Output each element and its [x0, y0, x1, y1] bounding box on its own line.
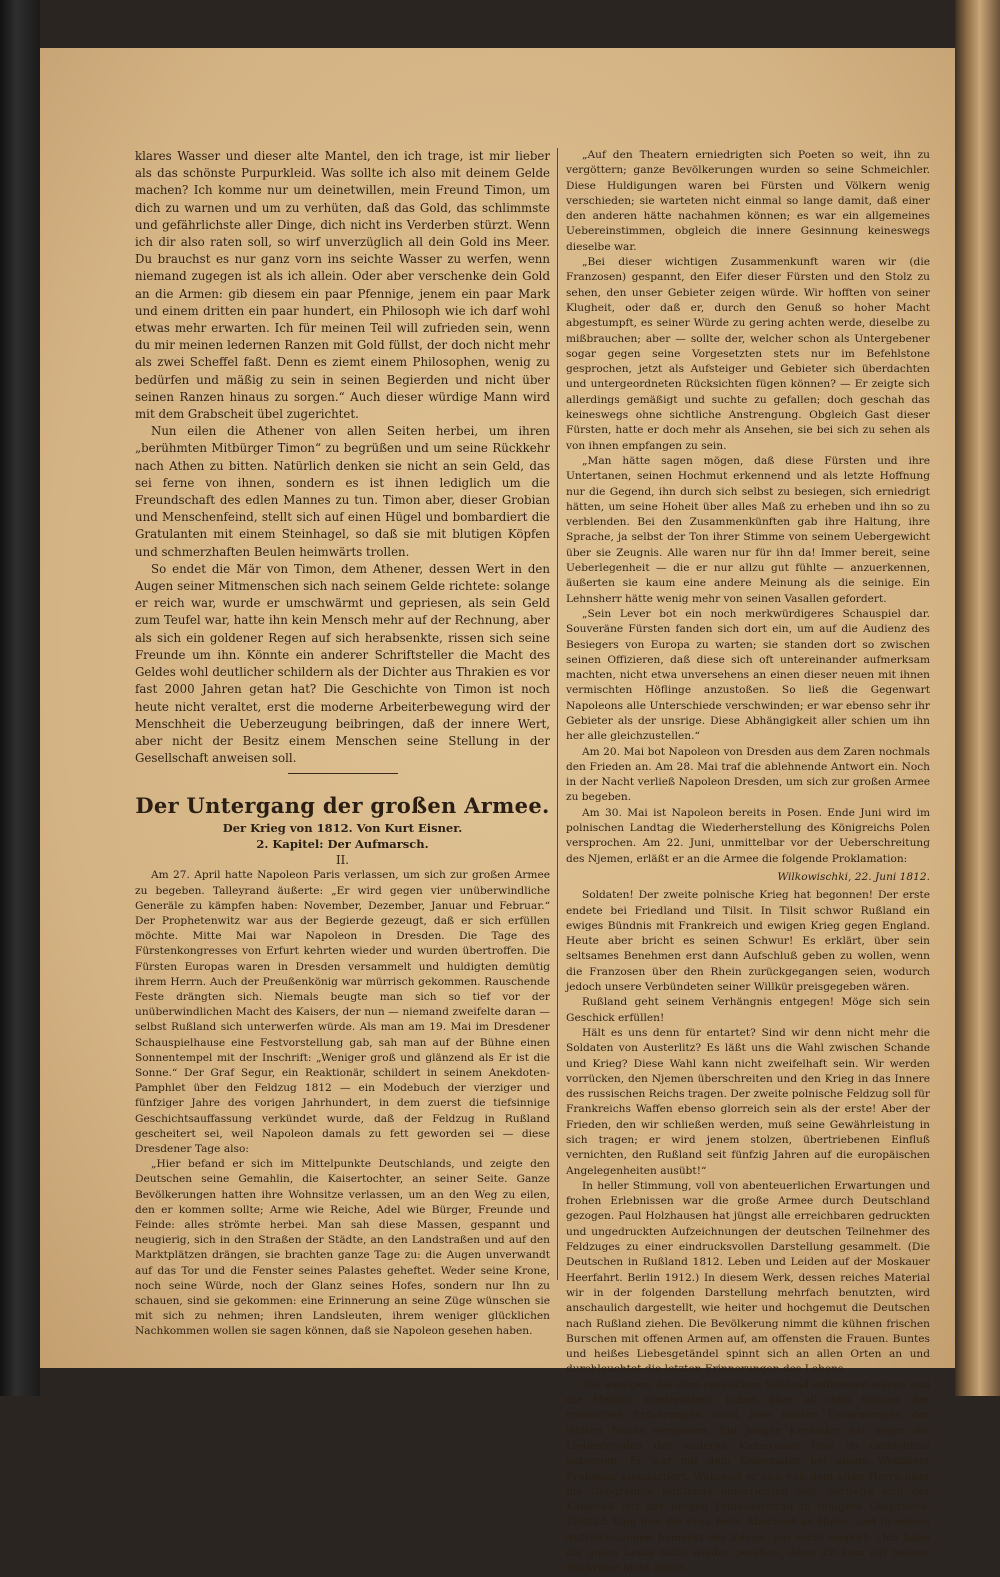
proclamation-paragraph: Soldaten! Der zweite polnische Krieg hat begonnen! Der erste endete bei Friedland und Tilsit. In Tilsit schwor Rußland ein ewiges Bündnis mit Frankreich und ewigen Krieg gegen England. Heute aber bricht es seinen Schwur! Es erklärt, über sein seltsames Benehmen erst dann Aufschluß geben zu wollen, wenn die Franzosen über den Rhein zurückgegangen seien, wodurch jedoch unsere Verbündeten seiner Willkür preisgegeben wären. [566, 889, 930, 994]
next-page-edge [955, 0, 1000, 1396]
left-paragraph: Nun eilen die Athener von allen Seiten herbei, um ihren „berühmten Mitbürger Timon“ zu begrüßen und um seine Rückkehr nach Athen zu bitten. Natürlich denken sie nicht an sein Geld, das sei ferne von ihnen, sondern es ist ihnen lediglich um die Freundschaft des edlen Mannes zu tun. Timon aber, dieser Grobian und Menschenfeind, stellt sich auf einen Hügel und bombardiert die Gratulanten mit einem Steinhagel, so daß sie mit blutigen Köpfen und schmerzhaften Beulen heimwärts trollen. [135, 424, 550, 559]
right-paragraph: In heller Stimmung, voll von abenteuerlichen Erwartungen und frohen Erlebnissen war die große Armee durch Deutschland gezogen. Paul Holzhausen hat jüngst alle erreichbaren gedruckten und ungedruckten Aufzeichnungen der deutschen Teilnehmer des Feldzuges zu einer eindrucksvollen Darstellung gesammelt. (Die Deutschen in Rußland 1812. Leben und Leiden auf der Moskauer Heerfahrt. Berlin 1912.) In diesem Werk, dessen reiches Material wir in der folgenden Darstellung mehrfach benutzten, wird anschaulich dargestellt, wie heiter und hochgemut die Deutschen nach Rußland ziehen. Die Bevölkerung nimmt die kühnen frischen Burschen mit offenen Armen auf, am offensten die Frauen. Buntes und heißes Liebesgetändel spinnt sich an allen Orten an und durchleuchtet die letzten Erinnerungen des Lebens. [566, 1179, 930, 1376]
left-paragraph: So endet die Mär von Timon, dem Athener, dessen Wert in den Augen seiner Mitmenschen sich nach seinem Gelde richtete: solange er reich war, wurde er umschwärmt und gepriesen, als sein Geld zum Teufel war, hatte ihn kein Mensch mehr auf der Rechnung, aber als sich ein goldener Regen auf sich herabsenkte, rissen sich seine Freunde um ihn. Könnte ein anderer Schriftsteller die Macht des Geldes wohl deutlicher schildern als der Dichter aus Thrakien es vor fast 2000 Jahren getan hat? Die Geschichte von Timon ist noch heute nicht veraltet, erst die moderne Arbeiterbewegung wird der Menschheit die Ueberzeugung beibringen, daß der innere Wert, aber nicht der Besitz einem Menschen seine Stellung in der Gesellschaft anweisen soll. [135, 561, 550, 766]
right-paragraph: Die wenigen, die dem russischen Schlund entronnen waren und die Heimat wiedersahen, haben über all dem Grauen der russischen Erfahrungen nicht jene holden Umarmungen der letzten Nacht vergessen. Ein junger Krefelder hat sogar die Liebesfreuden der anderen Kameraden treu im Gedächtnis geborgen. Er war mit dem Kameraden bei einem Weimarer Professor einquartiert. Während er sich von dem alten Herrn über die Geographie Rußlands unterrichten ließ, vertiefte sich der Kamerad mit der jungen Professorsfrau in innigere Gespräche. Zärtlich hing ihm die Frau beim Abschied an Halse, und in seinen Aufzeichnungen bemerkt der Zeuge, gar nicht empört: „Ich habe die guten Leute nicht wieder gesehen, denn ich kam auf meiner Rückreise nicht durch [566, 1378, 930, 1575]
right-paragraph: Am 20. Mai bot Napoleon von Dresden aus dem Zaren nochmals den Frieden an. Am 28. Mai traf die ablehnende Antwort ein. Noch in der Nacht verließ Napoleon Dresden, um sich zur großen Armee zu begeben. [566, 745, 930, 804]
right-paragraph: „Man hätte sagen mögen, daß diese Fürsten und ihre Untertanen, seinen Hochmut erkennend und als letzte Hoffnung nur die Gegend, ihn durch sich selbst zu besiegen, sich erniedrigt hätten, um seine Hoheit über alles Maß zu erheben und ihn so zu verblenden. Bei den Zusammenkünften gab ihre Haltung, ihre Sprache, ja selbst der Ton ihrer Stimme von seinem Uebergewicht über sie Zeugnis. Alle waren nur für ihn da! Immer bereit, seine Ueberlegenheit — die er nur allzu gut fühlte — anzuerkennen, äußerten sie kaum eine andere Meinung als die seinige. Ein Lehnsherr hätte wenig mehr von seinen Vasallen gefordert. [566, 454, 930, 605]
right-paragraph: „Sein Lever bot ein noch merkwürdigeres Schauspiel dar. Souveräne Fürsten fanden sich dort ein, um auf die Audienz des Besiegers von Europa zu warten; sie standen dort so zwischen seinen Offizieren, daß diese sich oft untereinander aufmerksam machten, nicht etwa unversehens an einen dieser neuen mit ihnen vermischten Höflinge anzustoßen. So ließ die Gegenwart Napoleons alle Unterschiede verschwinden; er war ebenso sehr ihr Gebieter als der unsrige. Diese Abhängigkeit aller schien um ihn her alle gleichzustellen.“ [566, 607, 930, 743]
article-byline: Der Krieg von 1812. Von Kurt Eisner. [222, 821, 463, 836]
right-paragraph: „Bei dieser wichtigen Zusammenkunft waren wir (die Franzosen) gespannt, den Eifer dieser Fürsten und den Stolz zu sehen, den unser Gebieter zeigen würde. Wir hofften von seiner Klugheit, oder daß er, durch den Genuß so hoher Macht abgestumpft, es seiner Würde zu gering achten werde, dieselbe zu mißbrauchen; aber — sollte der, welcher schon als Untergebener sogar gegen seine Vorgesetzten stets nur im Befehlstone gesprochen, jetzt als Aufsteiger und Gebieter sich überdachten und untergeordneten Rücksichten fügen können? — Er zeigte sich allerdings gemäßigt und suchte zu gefallen; doch geschah das keineswegs ohne sichtliche Anstrengung. Obgleich Gast dieser Fürsten, hatte er doch mehr als Ansehen, sie bei sich zu sehen als von ihnen empfangen zu sein. [566, 256, 930, 452]
article-section-number: II. [335, 853, 350, 868]
column-divider [557, 148, 558, 1280]
proclamation-paragraph: Hält es uns denn für entartet? Sind wir denn nicht mehr die Soldaten von Austerlitz? Es läßt uns die Wahl zwischen Schande und Krieg? Diese Wahl kann nicht zweifelhaft sein. Wir werden vorrücken, den Njemen überschreiten und den Krieg in das Innere des russischen Reichs tragen. Der zweite polnische Feldzug soll für Frankreichs Waffen ebenso glorreich sein als der erste! Aber der Frieden, den wir schließen werden, muß seine Gewährleistung in sich tragen; er wird jenem stolzen, übertriebenen Einfluß vernichten, den Rußland seit fünfzig Jahren auf die europäischen Angelegenheiten ausübt!“ [566, 1026, 930, 1177]
proclamation-paragraph: Rußland geht seinem Verhängnis entgegen! Möge sich sein Geschick erfüllen! [566, 996, 930, 1024]
proclamation-dateline: Wilkowischki, 22. Juni 1812. [777, 870, 930, 883]
right-column [566, 148, 930, 1577]
right-paragraph: „Auf den Theatern erniedrigten sich Poeten so weit, ihn zu vergöttern; ganze Bevölkerungen wurden so seine Schmeichler. Diese Huldigungen waren bei Fürsten und Völkern wenig verschieden; sie warteten nicht einmal so lange damit, daß einer den anderen hätte nachahmen können; es war ein allgemeines Uebereinstimmen, obgleich die innere Gesinnung keineswegs dieselbe war. [566, 149, 930, 253]
article-title: Der Untergang der großen Armee. [135, 793, 550, 819]
book-binding [0, 0, 40, 1396]
left-column [135, 148, 550, 1340]
article-paragraph: „Hier befand er sich im Mittelpunkte Deutschlands, und zeigte den Deutschen seine Gemahlin, die Kaisertochter, an seiner Seite. Ganze Bevölkerungen hatten ihre Wohnsitze verlassen, um an den Weg zu eilen, den er kommen sollte; Arme wie Reiche, Adel wie Bürger, Freunde und Feinde: alles strömte herbei. Man sah diese Massen, gespannt und neugierig, sich in den Straßen der Städte, an den Landstraßen und auf den Marktplätzen drängen, sie brachten ganze Tage zu: die Augen unverwandt auf das Tor und die Fenster seines Palastes geheftet. Weder seine Krone, noch seine Würde, noch der Glanz seines Hofes, sondern nur Ihn zu schauen, sind sie gekommen: eine Erinnerung an seine Züge wünschen sie mit sich zu nehmen; ihren Landsleuten, ihrem weniger glücklichen Nachkommen wollen sie sagen können, daß sie Napoleon gesehen haben. [135, 1158, 550, 1338]
right-paragraph: Am 30. Mai ist Napoleon bereits in Posen. Ende Juni wird im polnischen Landtag die Wiederherstellung des Königreichs Polen versprochen. Am 22. Juni, unmittelbar vor der Ueberschreitung des Njemen, erläßt er an die Armee die folgende Proklamation: [566, 806, 930, 865]
left-paragraph: klares Wasser und dieser alte Mantel, den ich trage, ist mir lieber als das schönste Purpurkleid. Was sollte ich also mit deinem Gelde machen? Ich komme nur um deinetwillen, mein Freund Timon, um dich zu warnen und um zu verhüten, daß das Gold, das schlimmste und gefährlichste aller Dinge, dich nicht ins Verderben stürzt. Wenn ich dir also raten soll, so wirf unverzüglich all dein Gold ins Meer. Du brauchst es nur ganz vorn ins seichte Wasser zu werfen, wenn niemand zugegen ist als ich allein. Oder aber verschenke dein Gold an die Armen: gib diesem ein paar Pfennige, jenem ein paar Mark und einem dritten ein paar hundert, ein Philosoph wie ich darf wohl etwas mehr erwarten. Ich für meinen Teil will zufrieden sein, wenn du mir meinen ledernen Ranzen mit Gold füllst, der doch nicht mehr als zwei Scheffel faßt. Denn es ziemt einem Philosophen, wenig zu bedürfen und mäßig zu sein in seinen Begierden und nicht über seinen Ranzen hinaus zu sorgen.“ Auch dieser würdige Mann wird mit dem Grabscheit übel zugerichtet. [135, 149, 550, 422]
article-paragraph: Am 27. April hatte Napoleon Paris verlassen, um sich zur großen Armee zu begeben. Talleyrand äußerte: „Er wird gegen vier unüberwindliche Generäle zu kämpfen haben: November, Dezember, Januar und Februar.“ Der Prophetenwitz war aus der Begierde gezeugt, daß er sich erfüllen möchte. Mitte Mai war Napoleon in Dresden. Die Tage des Fürstenkongresses von Erfurt kehrten wieder und wurden übertroffen. Die Fürsten Europas waren in Dresden versammelt und huldigten demütig ihrem Herrn. Auch der Preußenkönig war mürrisch gekommen. Rauschende Feste drängten sich. Niemals beugte man sich so tief vor der unüberwindlichen Macht des Kaisers, der nun — niemand zweifelte daran — selbst Rußland sich unterwerfen würde. Als man am 19. Mai im Dresdener Schauspielhause eine Festvorstellung gab, sah man auf der Bühne einen Sonnentempel mit der Inschrift: „Weniger groß und glänzend als Er ist die Sonne.“ Der Graf Segur, ein Reaktionär, schildert in seinem Anekdoten-Pamphlet über den Feldzug 1812 — ein Modebuch der vierziger und fünfziger Jahre des vorigen Jahrhundert, in dem zuerst die tiefsinnige Geschichtsauffassung verkündet wurde, daß der Feldzug in Rußland gescheitert sei, weil Napoleon damals zu fett geworden sei — diese Dresdener Tage also: [135, 869, 550, 1155]
section-rule [288, 773, 398, 774]
article-chapter: 2. Kapitel: Der Aufmarsch. [256, 837, 429, 852]
